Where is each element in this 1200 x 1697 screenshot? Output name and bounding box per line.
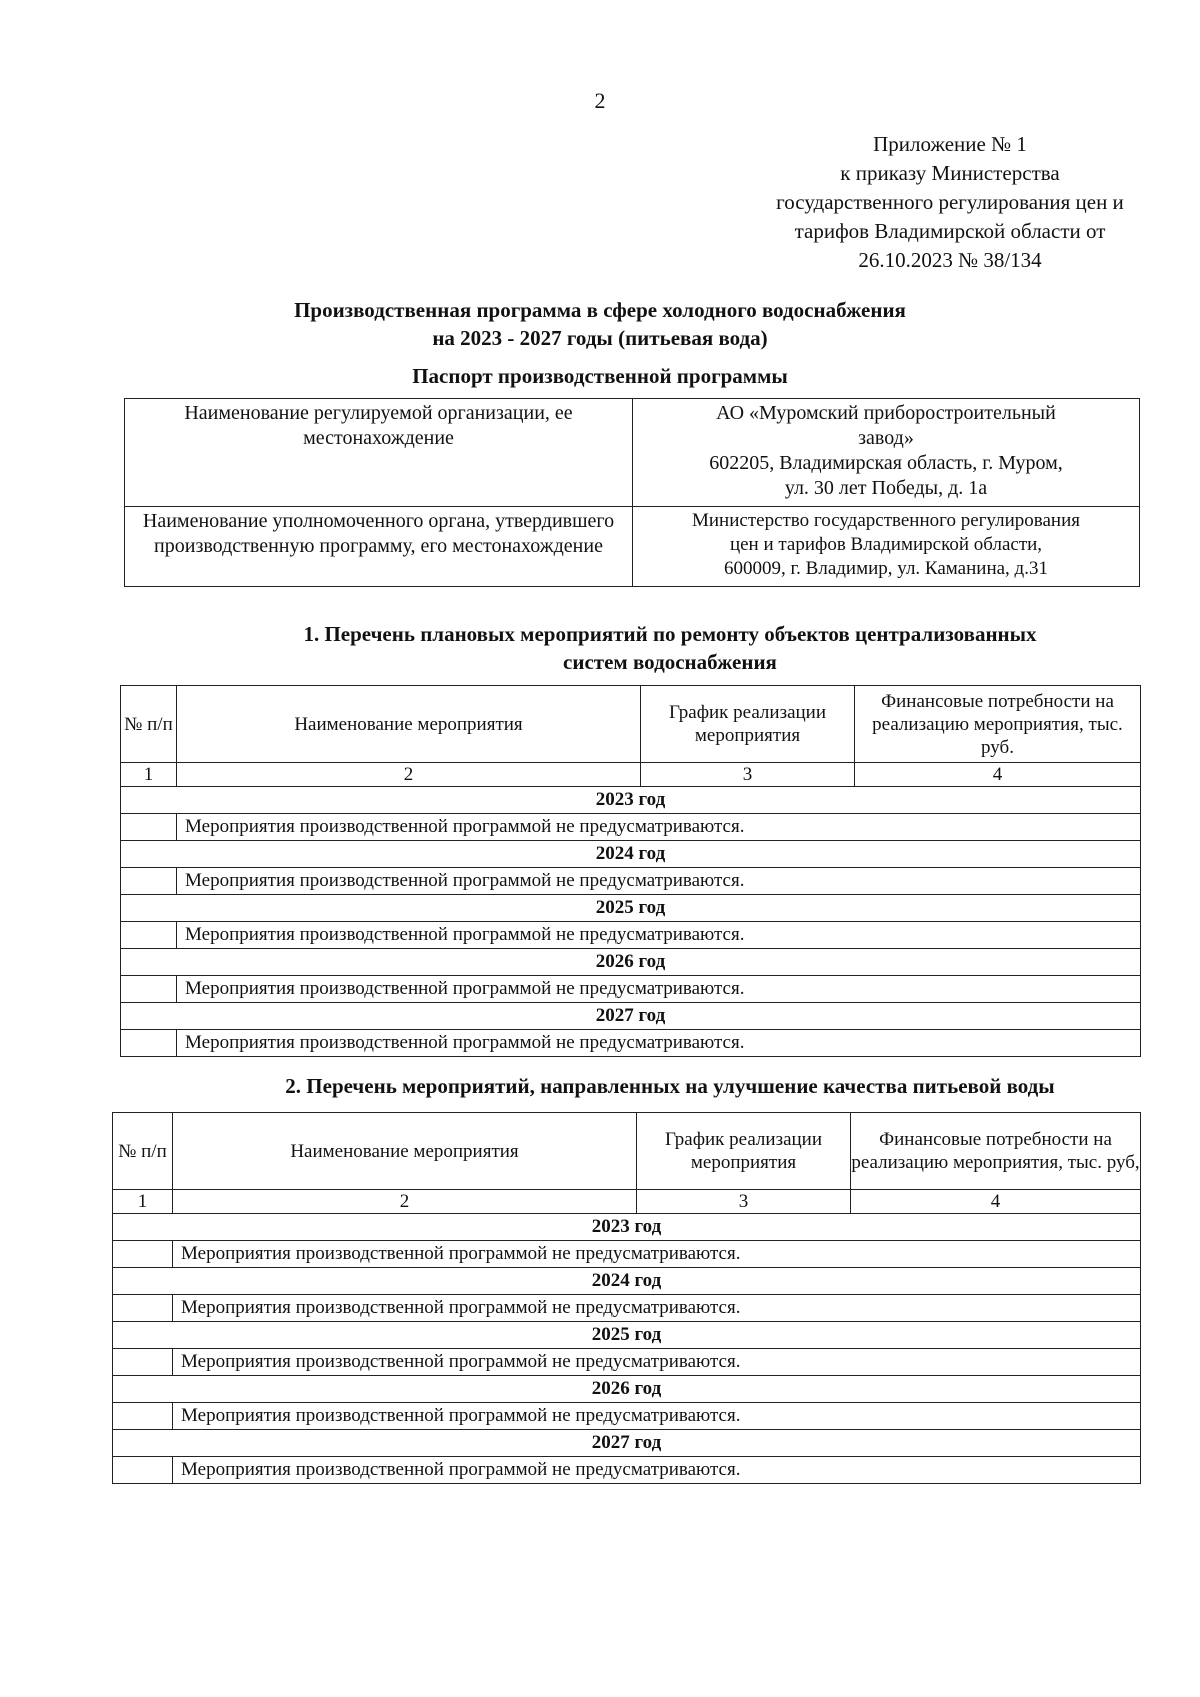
row-number-cell [121, 922, 177, 949]
section1-title-line: систем водоснабжения [563, 650, 777, 674]
row-text: Мероприятия производственной программой не предусматриваются. [177, 814, 1141, 841]
year-row [113, 1430, 1141, 1457]
year-row [121, 949, 1141, 976]
header-cell-schedule: График реализации мероприятия [637, 1113, 851, 1190]
row-number-cell [121, 976, 177, 1003]
row-text: Мероприятия производственной программой не предусматриваются. [173, 1457, 1141, 1484]
column-number: 3 [641, 763, 855, 787]
section1-table [120, 685, 1141, 1057]
appendix-line: Приложение № 1 [873, 132, 1027, 156]
table-row [113, 1403, 1141, 1430]
row-text: Мероприятия производственной программой не предусматриваются. [173, 1403, 1141, 1430]
year-label: 2027 год [121, 1003, 1141, 1030]
passport-value-line: 602205, Владимирская область, г. Муром, [709, 452, 1063, 474]
passport-row [125, 507, 1140, 587]
table-row [121, 868, 1141, 895]
passport-table [124, 398, 1140, 587]
column-number: 2 [177, 763, 641, 787]
header-cell-schedule: График реализации мероприятия [641, 686, 855, 763]
table-row [113, 1349, 1141, 1376]
year-label: 2026 год [121, 949, 1141, 976]
header-cell-name: Наименование мероприятия [173, 1113, 637, 1190]
passport-value [633, 399, 1140, 507]
row-number-cell [113, 1349, 173, 1376]
column-number: 3 [637, 1190, 851, 1214]
passport-value-line: 600009, г. Владимир, ул. Каманина, д.31 [724, 558, 1048, 579]
row-number-cell [113, 1403, 173, 1430]
section1-title [220, 620, 1120, 676]
year-row [121, 841, 1141, 868]
year-label: 2023 год [121, 787, 1141, 814]
year-label: 2023 год [113, 1214, 1141, 1241]
header-cell-number: № п/п [113, 1113, 173, 1190]
year-label: 2024 год [121, 841, 1141, 868]
table-row [121, 922, 1141, 949]
header-cell-number: № п/п [121, 686, 177, 763]
row-text: Мероприятия производственной программой не предусматриваются. [173, 1349, 1141, 1376]
table-header-row [121, 686, 1141, 763]
passport-value-line: АО «Муромский приборостроительный [716, 402, 1056, 424]
column-numbers-row [113, 1190, 1141, 1214]
passport-label: Наименование уполномоченного органа, утвердившего производственную программу, его местонахождение [125, 507, 633, 587]
row-number-cell [113, 1457, 173, 1484]
appendix-block [700, 130, 1200, 275]
row-text: Мероприятия производственной программой не предусматриваются. [177, 976, 1141, 1003]
year-row [113, 1376, 1141, 1403]
passport-title: Паспорт производственной программы [412, 364, 788, 388]
appendix-line: тарифов Владимирской области от [794, 219, 1106, 243]
table-header-row [113, 1113, 1141, 1190]
row-number-cell [121, 814, 177, 841]
row-number-cell [113, 1241, 173, 1268]
section1-title-line: 1. Перечень плановых мероприятий по ремонту объектов централизованных [303, 622, 1037, 646]
title-line: Производственная программа в сфере холодного водоснабжения [294, 298, 906, 322]
header-cell-finance: Финансовые потребности на реализацию мероприятия, тыс. руб. [855, 686, 1141, 763]
year-label: 2027 год [113, 1430, 1141, 1457]
year-label: 2026 год [113, 1376, 1141, 1403]
year-row [121, 787, 1141, 814]
passport-value-line: Министерство государственного регулирования [692, 510, 1080, 531]
appendix-line: государственного регулирования цен и [776, 190, 1124, 214]
year-label: 2025 год [121, 895, 1141, 922]
passport-value [633, 507, 1140, 587]
header-cell-finance: Финансовые потребности на реализацию мероприятия, тыс. руб, [851, 1113, 1141, 1190]
table-row [113, 1295, 1141, 1322]
passport-label: Наименование регулируемой организации, ее местонахождение [125, 399, 633, 507]
row-text: Мероприятия производственной программой не предусматриваются. [177, 868, 1141, 895]
column-number: 4 [851, 1190, 1141, 1214]
table-row [121, 976, 1141, 1003]
table-row [121, 814, 1141, 841]
column-numbers-row [121, 763, 1141, 787]
row-text: Мероприятия производственной программой не предусматриваются. [177, 922, 1141, 949]
appendix-line: 26.10.2023 № 38/134 [858, 248, 1042, 272]
header-cell-name: Наименование мероприятия [177, 686, 641, 763]
year-row [113, 1322, 1141, 1349]
title-line: на 2023 - 2027 годы (питьевая вода) [432, 326, 768, 350]
row-number-cell [113, 1295, 173, 1322]
row-text: Мероприятия производственной программой не предусматриваются. [173, 1295, 1141, 1322]
row-number-cell [121, 868, 177, 895]
passport-value-line: завод» [858, 427, 914, 449]
year-label: 2024 год [113, 1268, 1141, 1295]
year-row [121, 895, 1141, 922]
column-number: 1 [113, 1190, 173, 1214]
column-number: 1 [121, 763, 177, 787]
section2-title: 2. Перечень мероприятий, направленных на улучшение качества питьевой воды [285, 1074, 1055, 1098]
row-text: Мероприятия производственной программой не предусматриваются. [177, 1030, 1141, 1057]
page-number: 2 [594, 88, 606, 113]
column-number: 2 [173, 1190, 637, 1214]
row-text: Мероприятия производственной программой не предусматриваются. [173, 1241, 1141, 1268]
table-row [113, 1457, 1141, 1484]
table-row [113, 1241, 1141, 1268]
section2-table [112, 1112, 1141, 1484]
table-row [121, 1030, 1141, 1057]
column-number: 4 [855, 763, 1141, 787]
document-title [0, 296, 1200, 352]
appendix-line: к приказу Министерства [840, 161, 1060, 185]
year-row [113, 1268, 1141, 1295]
passport-value-line: цен и тарифов Владимирской области, [729, 534, 1043, 555]
year-row [113, 1214, 1141, 1241]
year-label: 2025 год [113, 1322, 1141, 1349]
row-number-cell [121, 1030, 177, 1057]
year-row [121, 1003, 1141, 1030]
passport-value-line: ул. 30 лет Победы, д. 1а [784, 477, 988, 499]
passport-row [125, 399, 1140, 507]
